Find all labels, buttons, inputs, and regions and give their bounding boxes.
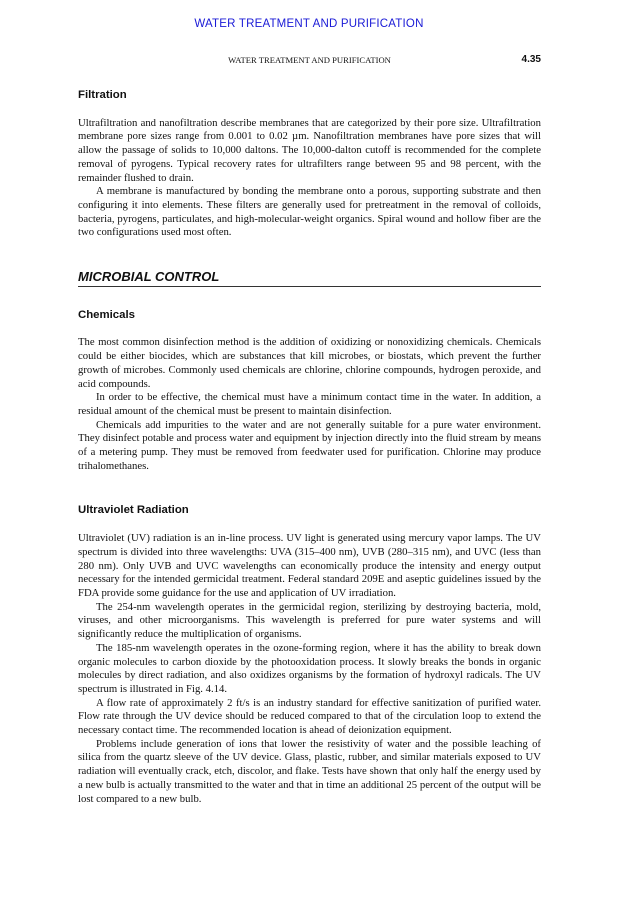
microbial-control-heading: MICROBIAL CONTROL — [78, 270, 541, 287]
ultraviolet-section — [78, 532, 541, 806]
filtration-paragraph-2: A membrane is manufactured by bonding the membrane onto a porous, supporting substrate and then configuring it into elements. These filters are generally used for pretreatment in the removal of colloids, bacteria, pyrogens, particulates, and high-molecular-weight organics. Spiral wound and hollow fiber are the two configurations used most often. — [78, 185, 541, 239]
running-head-title: WATER TREATMENT AND PURIFICATION — [228, 55, 391, 65]
top-banner: WATER TREATMENT AND PURIFICATION — [194, 18, 424, 30]
ultraviolet-paragraph-1: Ultraviolet (UV) radiation is an in-line process. UV light is generated using mercury vapor lamps. The UV spectrum is divided into three wavelengths: UVA (315–400 nm), UVB (280–315 nm), and UVC (less than 280 nm). Only UVB and UVC wavelengths can economically produce the intensity and energy output necessary for the intended germicidal treatment. Federal standard 209E and aseptic guidelines issued by the FDA provide some guidance for the use and application of UV irradiation. — [78, 532, 541, 599]
ultraviolet-paragraph-5: Problems include generation of ions that lower the resistivity of water and the possible leaching of silica from the quartz sleeve of the UV device. Glass, plastic, rubber, and similar materials exposed to UV radiation will eventually crack, etch, discolor, and flake. Tests have shown that only half the energy used by a new bulb is actually transmitted to the water and that in time an additional 25 percent of the output will be lost compared to a new bulb. — [78, 737, 541, 805]
chemicals-section — [78, 336, 541, 473]
page-content — [78, 86, 541, 806]
filtration-paragraph-1: Ultrafiltration and nanofiltration describe membranes that are categorized by their pore size. Ultrafiltration membrane pore sizes range from 0.001 to 0.02 µm. Nanofiltration membranes have pore sizes that will allow the passage of solids to 10,000 daltons. The 10,000-dalton cutoff is recommended for the complete removal of pyrogens. Typical recovery rates for ultrafilters range between 95 and 98 percent, with the remainder flushed to drain. — [78, 116, 541, 184]
chemicals-paragraph-3: Chemicals add impurities to the water and are not generally suitable for a pure water environment. They disinfect potable and process water and equipment by injection directly into the fluid stream by means of a metering pump. They must be removed from feedwater used for purification. Chlorine may produce trihalomethanes. — [78, 418, 541, 472]
filtration-section — [78, 117, 541, 240]
page-number: 4.35 — [521, 54, 541, 65]
ultraviolet-paragraph-2: The 254-nm wavelength operates in the germicidal region, sterilizing by destroying bacteria, mold, viruses, and other microorganisms. This wavelength is preferred for pure water systems and will significantly reduce the multiplication of organisms. — [78, 600, 541, 641]
ultraviolet-paragraph-3: The 185-nm wavelength operates in the ozone-forming region, where it has the ability to break down organic molecules to carbon dioxide by the photooxidation process. It slowly breaks the bonds in organic molecules by direct radiation, and also oxidizes organisms by the formation of hydroxyl radicals. The UV spectrum is illustrated in Fig. 4.14. — [78, 641, 541, 695]
ultraviolet-paragraph-4: A flow rate of approximately 2 ft/s is an industry standard for effective sanitization of purified water. Flow rate through the UV device should be reduced compared to that of the circulation loop to extend the necessary contact time. The recommended location is ahead of deionization equipment. — [78, 696, 541, 737]
chemicals-paragraph-2: In order to be effective, the chemical must have a minimum contact time in the water. In addition, a residual amount of the chemical must be present to maintain disinfection. — [78, 391, 541, 417]
ultraviolet-heading: Ultraviolet Radiation — [78, 504, 189, 517]
filtration-heading: Filtration — [78, 89, 127, 101]
running-head — [78, 54, 541, 68]
chemicals-paragraph-1: The most common disinfection method is the addition of oxidizing or nonoxidizing chemicals. Chemicals could be either biocides, which are substances that kill microbes, or biostats, which prevent the further growth of microbes. Commonly used chemicals are chlorine, chlorine compounds, hydrogen peroxide, and acid compounds. — [78, 336, 541, 390]
chemicals-heading: Chemicals — [78, 308, 135, 321]
